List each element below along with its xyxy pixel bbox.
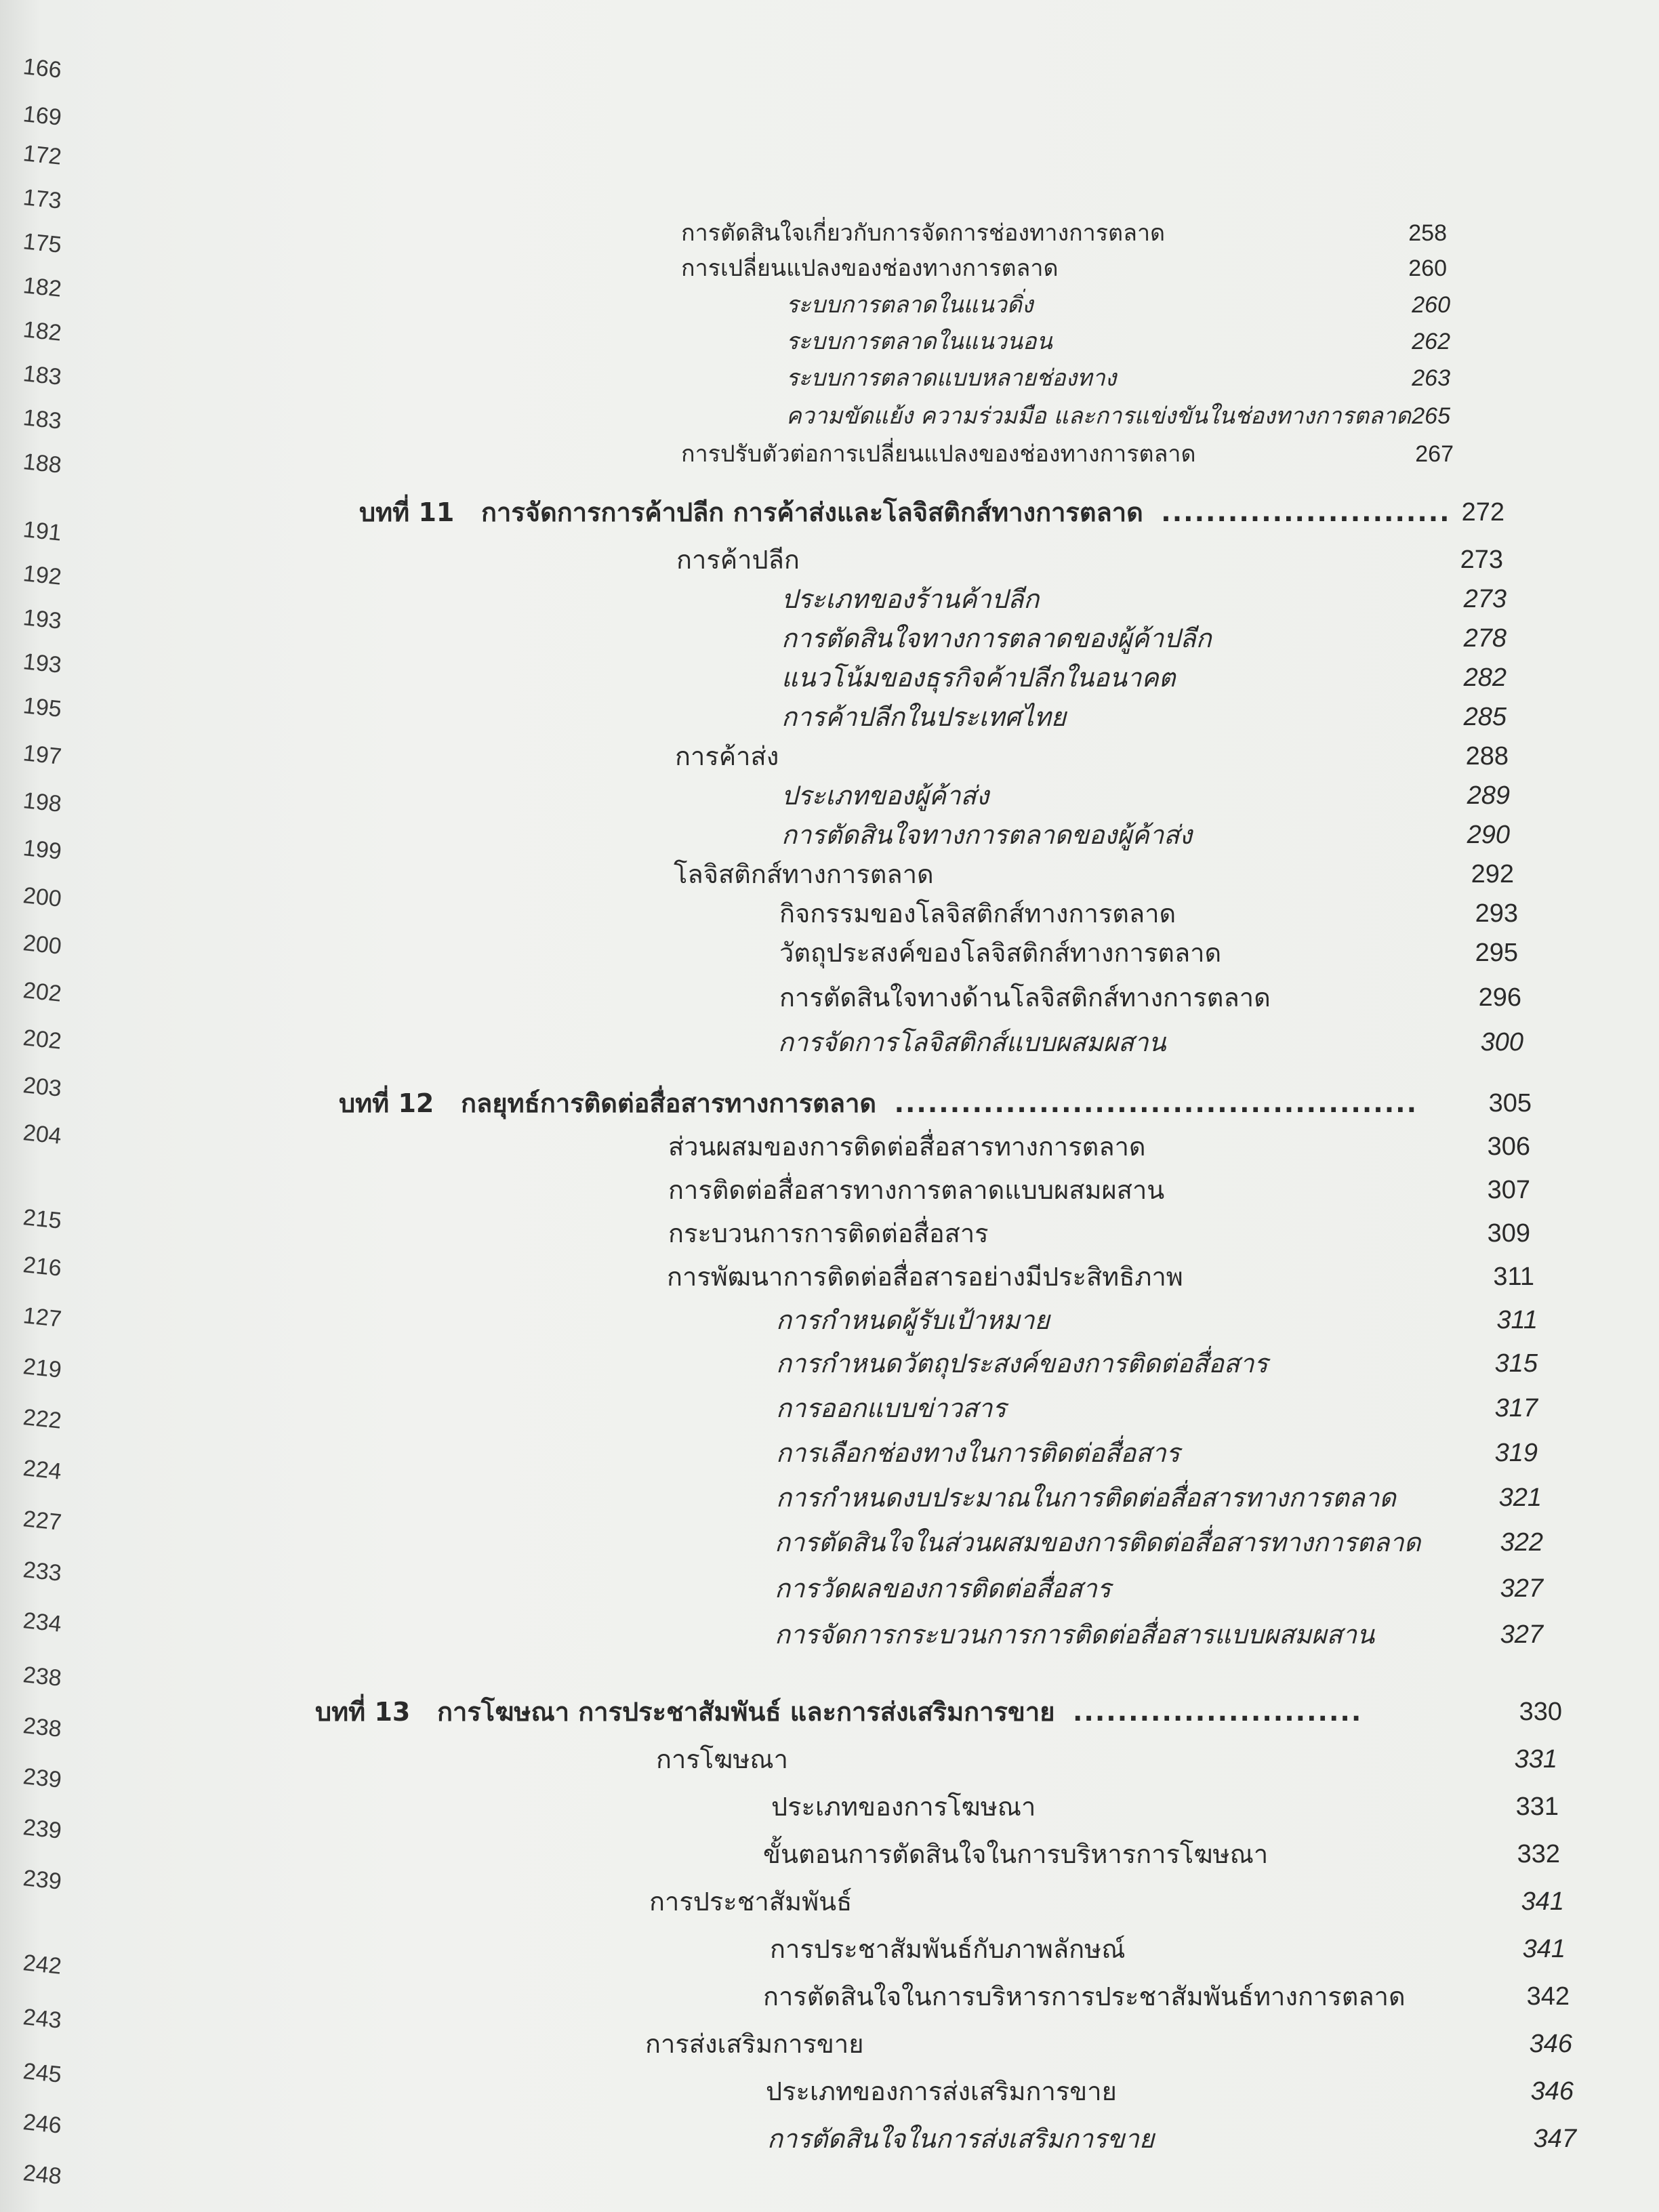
margin-number: 227 xyxy=(22,1506,63,1536)
toc-entry-title: การส่งเสริมการขาย xyxy=(645,2029,864,2059)
toc-entry-page: 311 xyxy=(1496,1306,1538,1334)
toc-entry-page: 331 xyxy=(1515,1793,1559,1821)
toc-entry-page: 322 xyxy=(1500,1528,1543,1557)
toc-subentry xyxy=(775,1525,1543,1560)
chapter-title: การจัดการการค้าปลีก การค้าส่งและโลจิสติกส์ทางการตลาด xyxy=(481,497,1143,527)
toc-entry-page: 267 xyxy=(1415,441,1454,467)
toc-entry-title: การตัดสินใจในการส่งเสริมการขาย xyxy=(767,2124,1155,2154)
toc-entry-page: 306 xyxy=(1487,1132,1530,1161)
margin-number: 195 xyxy=(22,693,63,722)
margin-number: 199 xyxy=(22,835,63,865)
toc-entry-page: 292 xyxy=(1471,860,1514,888)
margin-number: 219 xyxy=(22,1353,63,1383)
toc-entry-page: 265 xyxy=(1412,403,1450,429)
toc-entry-title: การตัดสินใจทางการตลาดของผู้ค้าปลีก xyxy=(781,623,1212,653)
chapter-heading-12 xyxy=(339,1086,1532,1121)
toc-entry xyxy=(674,857,1514,892)
toc-entry-title: การกำหนดงบประมาณในการติดต่อสื่อสารทางการตลาด xyxy=(776,1483,1396,1513)
toc-entry-title: การพัฒนาการติดต่อสื่อสารอย่างมีประสิทธิภาพ xyxy=(667,1262,1183,1292)
toc-entry-page: 327 xyxy=(1500,1574,1543,1603)
toc-entry-page: 346 xyxy=(1529,2030,1572,2058)
toc-entry-title: การค้าปลีกในประเทศไทย xyxy=(781,702,1066,732)
margin-number: 203 xyxy=(22,1072,63,1102)
toc-entry-page: 300 xyxy=(1480,1028,1523,1057)
toc-entry-page: 290 xyxy=(1467,821,1510,849)
toc-entry xyxy=(681,251,1488,286)
toc-entry-title: วัตถุประสงค์ของโลจิสติกส์ทางการตลาด xyxy=(779,938,1222,968)
toc-entry-title: การติดต่อสื่อสารทางการตลาดแบบผสมผสาน xyxy=(668,1175,1165,1205)
margin-number: 242 xyxy=(22,1950,63,1980)
toc-entry-title: การค้าปลีก xyxy=(676,545,800,575)
toc-entry-page: 347 xyxy=(1533,2125,1576,2153)
toc-entry xyxy=(645,2026,1572,2062)
margin-number: 238 xyxy=(22,1713,63,1742)
toc-entry-title: การประชาสัมพันธ์กับภาพลักษณ์ xyxy=(770,1934,1126,1964)
margin-number: 202 xyxy=(22,977,63,1007)
toc-subentry xyxy=(781,699,1507,735)
toc-entry-title: การตัดสินใจในการบริหารการประชาสัมพันธ์ทางการตลาด xyxy=(763,1982,1406,2011)
margin-number: 222 xyxy=(22,1404,63,1434)
toc-entry-title: กิจกรรมของโลจิสติกส์ทางการตลาด xyxy=(779,899,1176,928)
chapter-page: 305 xyxy=(1488,1089,1532,1118)
toc-entry-page: 309 xyxy=(1487,1219,1530,1248)
toc-entry-page: 285 xyxy=(1463,703,1507,731)
margin-number: 216 xyxy=(22,1252,63,1282)
toc-entry-title: ขั้นตอนการตัดสินใจในการบริหารการโฆษณา xyxy=(763,1839,1269,1869)
toc-entry xyxy=(668,1216,1530,1251)
toc-entry-title: การตัดสินใจเกี่ยวกับการจัดการช่องทางการตลาด xyxy=(681,220,1166,247)
toc-entry-page: 260 xyxy=(1412,292,1450,318)
toc-subentry xyxy=(776,1435,1538,1471)
toc-subentry xyxy=(781,817,1510,853)
toc-entry-title: การปรับตัวต่อการเปลี่ยนแปลงของช่องทางการตลาด xyxy=(681,441,1196,468)
chapter-page: 330 xyxy=(1519,1698,1562,1726)
toc-entry-page: 282 xyxy=(1463,663,1507,692)
toc-subentry xyxy=(775,1571,1543,1606)
dot-leader: .......................... xyxy=(1072,1697,1363,1727)
toc-subentry xyxy=(786,324,1491,359)
margin-number: 175 xyxy=(22,228,63,258)
toc-entry-title: การตัดสินใจทางการตลาดของผู้ค้าส่ง xyxy=(781,820,1192,850)
toc-entry-title: การออกแบบข่าวสาร xyxy=(776,1393,1006,1423)
toc-entry xyxy=(656,1742,1557,1777)
chapter-title: การโฆษณา การประชาสัมพันธ์ และการส่งเสริมการขาย xyxy=(437,1697,1055,1727)
toc-entry-page: 289 xyxy=(1467,781,1510,810)
toc-entry-page: 288 xyxy=(1465,742,1509,771)
toc-entry xyxy=(675,739,1509,774)
chapter-label: บทที่ 11 xyxy=(359,497,455,527)
toc-entry-title: การโฆษณา xyxy=(656,1744,789,1774)
toc-subentry xyxy=(763,1837,1560,1872)
toc-entry-title: ระบบการตลาดแบบหลายช่องทาง xyxy=(786,365,1117,392)
toc-subentry xyxy=(786,361,1491,396)
toc-entry-page: 258 xyxy=(1408,220,1447,246)
toc-entry xyxy=(681,216,1488,251)
margin-number: 198 xyxy=(22,787,63,817)
toc-entry xyxy=(667,1259,1534,1294)
margin-number: 202 xyxy=(22,1025,63,1054)
margin-number: 192 xyxy=(22,560,63,590)
toc-entry-page: 307 xyxy=(1487,1176,1530,1204)
toc-subentry xyxy=(781,660,1507,695)
toc-entry-page: 317 xyxy=(1494,1394,1538,1422)
margin-number: 182 xyxy=(22,272,63,302)
toc-entry-title: การจัดการกระบวนการการติดต่อสื่อสารแบบผสมผสาน xyxy=(775,1620,1375,1650)
toc-subentry xyxy=(778,1025,1523,1060)
toc-subentry xyxy=(771,1789,1559,1824)
toc-entry-page: 293 xyxy=(1475,899,1518,928)
margin-number: 183 xyxy=(22,405,63,434)
toc-subentry xyxy=(781,621,1507,656)
toc-entry-page: 260 xyxy=(1408,255,1447,281)
toc-subentry xyxy=(779,896,1518,931)
toc-subentry xyxy=(781,581,1507,617)
margin-number: 238 xyxy=(22,1662,63,1692)
toc-subentry xyxy=(786,287,1491,323)
margin-number: 193 xyxy=(22,605,63,634)
toc-entry-page: 319 xyxy=(1494,1439,1538,1467)
toc-entry-title: ประเภทของการโฆษณา xyxy=(771,1792,1036,1822)
toc-entry-page: 327 xyxy=(1500,1620,1543,1649)
toc-subentry xyxy=(776,1346,1538,1381)
toc-entry-title: ความขัดแย้ง ความร่วมมือ และการแข่งขันในช่องทางการตลาด xyxy=(786,403,1411,430)
margin-number: 188 xyxy=(22,449,63,478)
toc-entry-title: การจัดการโลจิสติกส์แบบผสมผสาน xyxy=(778,1027,1166,1057)
margin-number: 127 xyxy=(22,1303,63,1332)
margin-number: 204 xyxy=(22,1120,63,1149)
chapter-label: บทที่ 12 xyxy=(339,1088,434,1118)
toc-entry-title: แนวโน้มของธุรกิจค้าปลีกในอนาคต xyxy=(781,663,1176,693)
toc-entry-page: 331 xyxy=(1514,1745,1557,1774)
margin-number: 191 xyxy=(22,516,63,546)
toc-entry-page: 311 xyxy=(1493,1263,1534,1291)
toc-entry xyxy=(681,436,1494,472)
margin-number: 224 xyxy=(22,1455,63,1485)
toc-entry-title: การเปลี่ยนแปลงของช่องทางการตลาด xyxy=(681,255,1059,282)
toc-entry-title: ส่วนผสมของการติดต่อสื่อสารทางการตลาด xyxy=(668,1132,1146,1162)
toc-entry-title: การกำหนดผู้รับเป้าหมาย xyxy=(776,1305,1050,1335)
chapter-title: กลยุทธ์การติดต่อสื่อสารทางการตลาด xyxy=(461,1088,877,1118)
toc-subentry xyxy=(767,2121,1576,2156)
chapter-page: 272 xyxy=(1461,498,1504,527)
margin-number: 248 xyxy=(22,2160,63,2190)
toc-entry-page: 296 xyxy=(1478,983,1521,1012)
toc-subentry xyxy=(779,935,1518,970)
toc-subentry xyxy=(770,1931,1565,1967)
toc-entry-title: การเลือกช่องทางในการติดต่อสื่อสาร xyxy=(776,1438,1181,1468)
toc-subentry xyxy=(763,1979,1570,2014)
toc-subentry xyxy=(781,778,1510,813)
toc-subentry xyxy=(776,1391,1538,1426)
toc-entry-page: 346 xyxy=(1530,2077,1574,2106)
margin-number: 169 xyxy=(22,101,63,131)
dot-leader: ............................................... xyxy=(894,1088,1418,1118)
toc-subentry xyxy=(775,1617,1543,1652)
toc-entry xyxy=(649,1884,1564,1919)
toc-entry-title: ประเภทของการส่งเสริมการขาย xyxy=(766,2076,1117,2106)
margin-number: 183 xyxy=(22,361,63,390)
margin-number: 245 xyxy=(22,2058,63,2088)
toc-entry-page: 262 xyxy=(1412,329,1450,354)
toc-entry-title: การประชาสัมพันธ์ xyxy=(649,1887,853,1917)
toc-entry xyxy=(668,1172,1530,1208)
margin-number: 200 xyxy=(22,930,63,960)
margin-number: 239 xyxy=(22,1763,63,1793)
toc-entry-title: การตัดสินใจในส่วนผสมของการติดต่อสื่อสารทางการตลาด xyxy=(775,1528,1421,1557)
margin-number: 166 xyxy=(22,54,63,83)
chapter-label: บทที่ 13 xyxy=(315,1697,411,1727)
margin-number: 197 xyxy=(22,740,63,770)
margin-number: 239 xyxy=(22,1865,63,1895)
margin-number: 173 xyxy=(22,184,63,214)
toc-entry-page: 332 xyxy=(1517,1840,1560,1868)
toc-entry-title: การกำหนดวัตถุประสงค์ของการติดต่อสื่อสาร xyxy=(776,1349,1268,1378)
margin-number: 215 xyxy=(22,1204,63,1234)
toc-entry-title: การตัดสินใจทางด้านโลจิสติกส์ทางการตลาด xyxy=(779,983,1271,1012)
toc-entry-page: 342 xyxy=(1526,1982,1570,2011)
toc-subentry xyxy=(776,1480,1542,1515)
margin-number: 193 xyxy=(22,649,63,678)
margin-number: 234 xyxy=(22,1607,63,1637)
toc-entry xyxy=(676,542,1503,577)
toc-entry xyxy=(668,1129,1530,1164)
margin-number: 243 xyxy=(22,2004,63,2034)
toc-entry-title: ระบบการตลาดในแนวนอน xyxy=(786,328,1052,355)
toc-entry-page: 278 xyxy=(1463,624,1507,653)
toc-entry-title: ระบบการตลาดในแนวดิ่ง xyxy=(786,291,1033,319)
toc-entry-title: การค้าส่ง xyxy=(675,741,779,771)
toc-entry-page: 321 xyxy=(1498,1483,1542,1512)
toc-subentry xyxy=(786,398,1491,434)
margin-number: 239 xyxy=(22,1814,63,1844)
toc-entry-page: 341 xyxy=(1522,1935,1565,1963)
toc-entry-page: 341 xyxy=(1521,1887,1564,1916)
chapter-heading-13 xyxy=(315,1694,1562,1729)
toc-entry-page: 295 xyxy=(1475,939,1518,967)
toc-entry-page: 263 xyxy=(1412,365,1450,391)
toc-entry-page: 315 xyxy=(1494,1349,1538,1378)
margin-number: 172 xyxy=(22,140,63,170)
toc-subentry xyxy=(766,2074,1574,2109)
toc-subentry xyxy=(779,980,1521,1015)
toc-subentry xyxy=(776,1303,1538,1338)
margin-number: 182 xyxy=(22,316,63,346)
toc-entry-title: ประเภทของผู้ค้าส่ง xyxy=(781,781,989,811)
toc-entry-title: การวัดผลของการติดต่อสื่อสาร xyxy=(775,1574,1111,1603)
chapter-heading-11 xyxy=(359,495,1504,530)
margin-number: 246 xyxy=(22,2109,63,2139)
toc-entry-title: กระบวนการการติดต่อสื่อสาร xyxy=(668,1218,989,1248)
margin-number: 233 xyxy=(22,1557,63,1586)
toc-entry-title: โลจิสติกส์ทางการตลาด xyxy=(674,859,934,889)
toc-entry-title: ประเภทของร้านค้าปลีก xyxy=(781,584,1040,614)
toc-entry-page: 273 xyxy=(1463,585,1507,613)
toc-entry-page: 273 xyxy=(1460,546,1503,574)
margin-number: 200 xyxy=(22,882,63,912)
dot-leader: .......................... xyxy=(1161,497,1451,527)
